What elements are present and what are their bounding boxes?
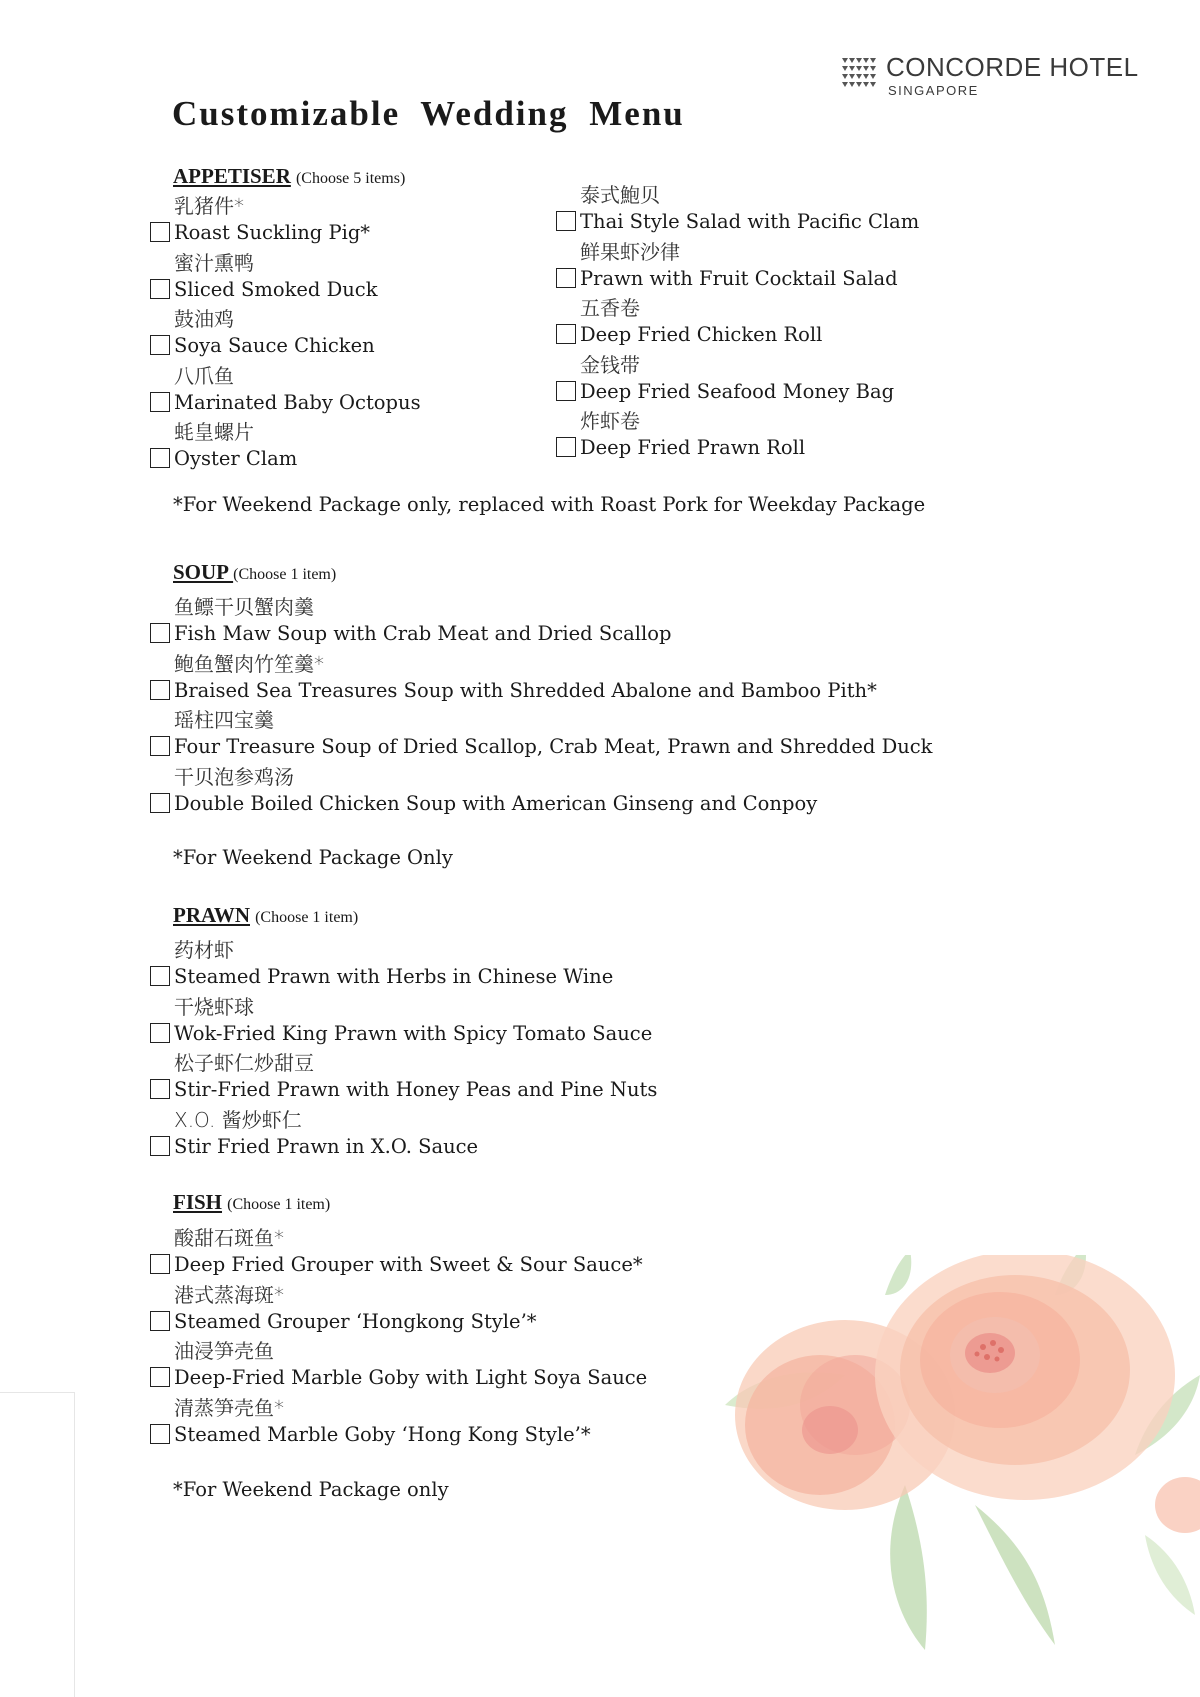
checkbox[interactable] xyxy=(150,279,170,299)
checkbox[interactable] xyxy=(556,324,576,344)
item-english: Soya Sauce Chicken xyxy=(174,334,375,357)
checkbox[interactable] xyxy=(150,1079,170,1099)
item-chinese: 松子虾仁炒甜豆 xyxy=(174,1051,314,1075)
item-chinese: 药材虾 xyxy=(174,938,234,962)
item-english: Steamed Prawn with Herbs in Chinese Wine xyxy=(174,965,614,988)
item-english: Fish Maw Soup with Crab Meat and Dried Scallop xyxy=(174,622,672,645)
item-english: Double Boiled Chicken Soup with American Ginseng and Conpoy xyxy=(174,791,818,815)
item-english: Stir Fried Prawn in X.O. Sauce xyxy=(174,1134,479,1158)
item-chinese: 酸甜石斑鱼* xyxy=(174,1226,284,1250)
checkbox[interactable] xyxy=(150,1136,170,1156)
item-chinese: 炸虾卷 xyxy=(580,409,640,433)
item-chinese: 干烧虾球 xyxy=(174,994,254,1019)
checkbox[interactable] xyxy=(150,448,170,468)
checkbox[interactable] xyxy=(150,222,170,242)
checkbox[interactable] xyxy=(150,793,170,813)
prawn-heading xyxy=(173,903,358,928)
item-chinese: 鲜果虾沙律 xyxy=(580,239,680,264)
checkbox[interactable] xyxy=(150,392,170,412)
checkbox[interactable] xyxy=(150,1311,170,1331)
soup-heading xyxy=(173,560,336,585)
checkbox[interactable] xyxy=(556,211,576,231)
page-title: Customizable Wedding Menu xyxy=(172,94,685,133)
section-name: FISH xyxy=(173,1190,223,1214)
item-english: Roast Suckling Pig* xyxy=(174,221,371,244)
checkbox[interactable] xyxy=(150,1424,170,1444)
item-english: Sliced Smoked Duck xyxy=(174,277,378,301)
item-chinese: X.O. 酱炒虾仁 xyxy=(174,1107,302,1132)
item-chinese: 瑶柱四宝羹 xyxy=(174,708,274,732)
checkbox[interactable] xyxy=(556,381,576,401)
item-english: Deep Fried Chicken Roll xyxy=(580,323,823,346)
checkbox[interactable] xyxy=(150,1023,170,1043)
page-edge-divider xyxy=(0,1392,75,1697)
checkbox[interactable] xyxy=(556,437,576,457)
item-english: Deep-Fried Marble Goby with Light Soya Sauce xyxy=(174,1366,648,1389)
item-chinese: 鼓油鸡 xyxy=(174,307,234,331)
item-english: Steamed Grouper ‘Hongkong Style’* xyxy=(174,1309,537,1333)
item-english: Deep Fried Prawn Roll xyxy=(580,436,806,459)
section-name: PRAWN xyxy=(173,903,250,927)
item-english: Deep Fried Grouper with Sweet & Sour Sauce* xyxy=(174,1253,643,1276)
item-english: Four Treasure Soup of Dried Scallop, Crab Meat, Prawn and Shredded Duck xyxy=(174,735,933,758)
section-choose-note: (Choose 1 item) xyxy=(233,566,337,583)
item-chinese: 干贝泡参鸡汤 xyxy=(174,764,294,789)
section-name: APPETISER xyxy=(173,164,291,188)
item-chinese: 鱼鳔干贝蟹肉羹 xyxy=(174,595,314,619)
item-chinese: 蜜汁熏鸭 xyxy=(174,250,254,275)
checkbox[interactable] xyxy=(150,680,170,700)
item-chinese: 蚝皇螺片 xyxy=(174,420,254,444)
section-choose-note: (Choose 5 items) xyxy=(295,170,406,187)
checkbox[interactable] xyxy=(150,1367,170,1387)
item-english: Wok-Fried King Prawn with Spicy Tomato Sauce xyxy=(174,1021,653,1045)
item-chinese: 鲍鱼蟹肉竹笙羹* xyxy=(174,651,324,676)
item-chinese: 港式蒸海斑* xyxy=(174,1282,284,1307)
item-chinese: 乳猪件* xyxy=(174,194,244,218)
fish-heading xyxy=(173,1190,330,1215)
brand-location: SINGAPORE xyxy=(888,83,979,98)
item-chinese: 五香卷 xyxy=(580,296,640,320)
soup-footnote: *For Weekend Package Only xyxy=(173,846,453,869)
item-chinese: 金钱带 xyxy=(580,352,640,377)
item-chinese: 八爪鱼 xyxy=(174,363,234,388)
checkbox[interactable] xyxy=(556,268,576,288)
checkbox[interactable] xyxy=(150,1254,170,1274)
checkbox[interactable] xyxy=(150,335,170,355)
item-chinese: 清蒸笋壳鱼* xyxy=(174,1395,284,1420)
watercolor-flower-icon xyxy=(725,1255,1200,1655)
section-choose-note: (Choose 1 item) xyxy=(227,1196,331,1213)
hotel-logo xyxy=(842,52,1142,102)
checkbox[interactable] xyxy=(150,966,170,986)
item-english: Thai Style Salad with Pacific Clam xyxy=(580,210,920,233)
item-english: Oyster Clam xyxy=(174,447,298,470)
item-chinese: 泰式鮑贝 xyxy=(580,183,660,207)
item-chinese: 油浸笋壳鱼 xyxy=(174,1339,274,1363)
item-english: Prawn with Fruit Cocktail Salad xyxy=(580,266,898,290)
item-english: Deep Fried Seafood Money Bag xyxy=(580,379,895,403)
item-english: Steamed Marble Goby ‘Hong Kong Style’* xyxy=(174,1422,591,1446)
section-name: SOUP xyxy=(173,560,234,584)
item-english: Stir-Fried Prawn with Honey Peas and Pine Nuts xyxy=(174,1078,658,1101)
checkbox[interactable] xyxy=(150,736,170,756)
appetiser-heading xyxy=(173,164,405,189)
brand-name: CONCORDE HOTEL xyxy=(886,52,1139,82)
section-choose-note: (Choose 1 item) xyxy=(255,909,359,926)
checkbox[interactable] xyxy=(150,623,170,643)
item-english: Marinated Baby Octopus xyxy=(174,390,421,414)
appetiser-footnote: *For Weekend Package only, replaced with Roast Pork for Weekday Package xyxy=(173,493,926,516)
logo-triangle-icon xyxy=(842,56,880,94)
item-english: Braised Sea Treasures Soup with Shredded Abalone and Bamboo Pith* xyxy=(174,678,877,702)
fish-footnote: *For Weekend Package only xyxy=(173,1478,449,1501)
